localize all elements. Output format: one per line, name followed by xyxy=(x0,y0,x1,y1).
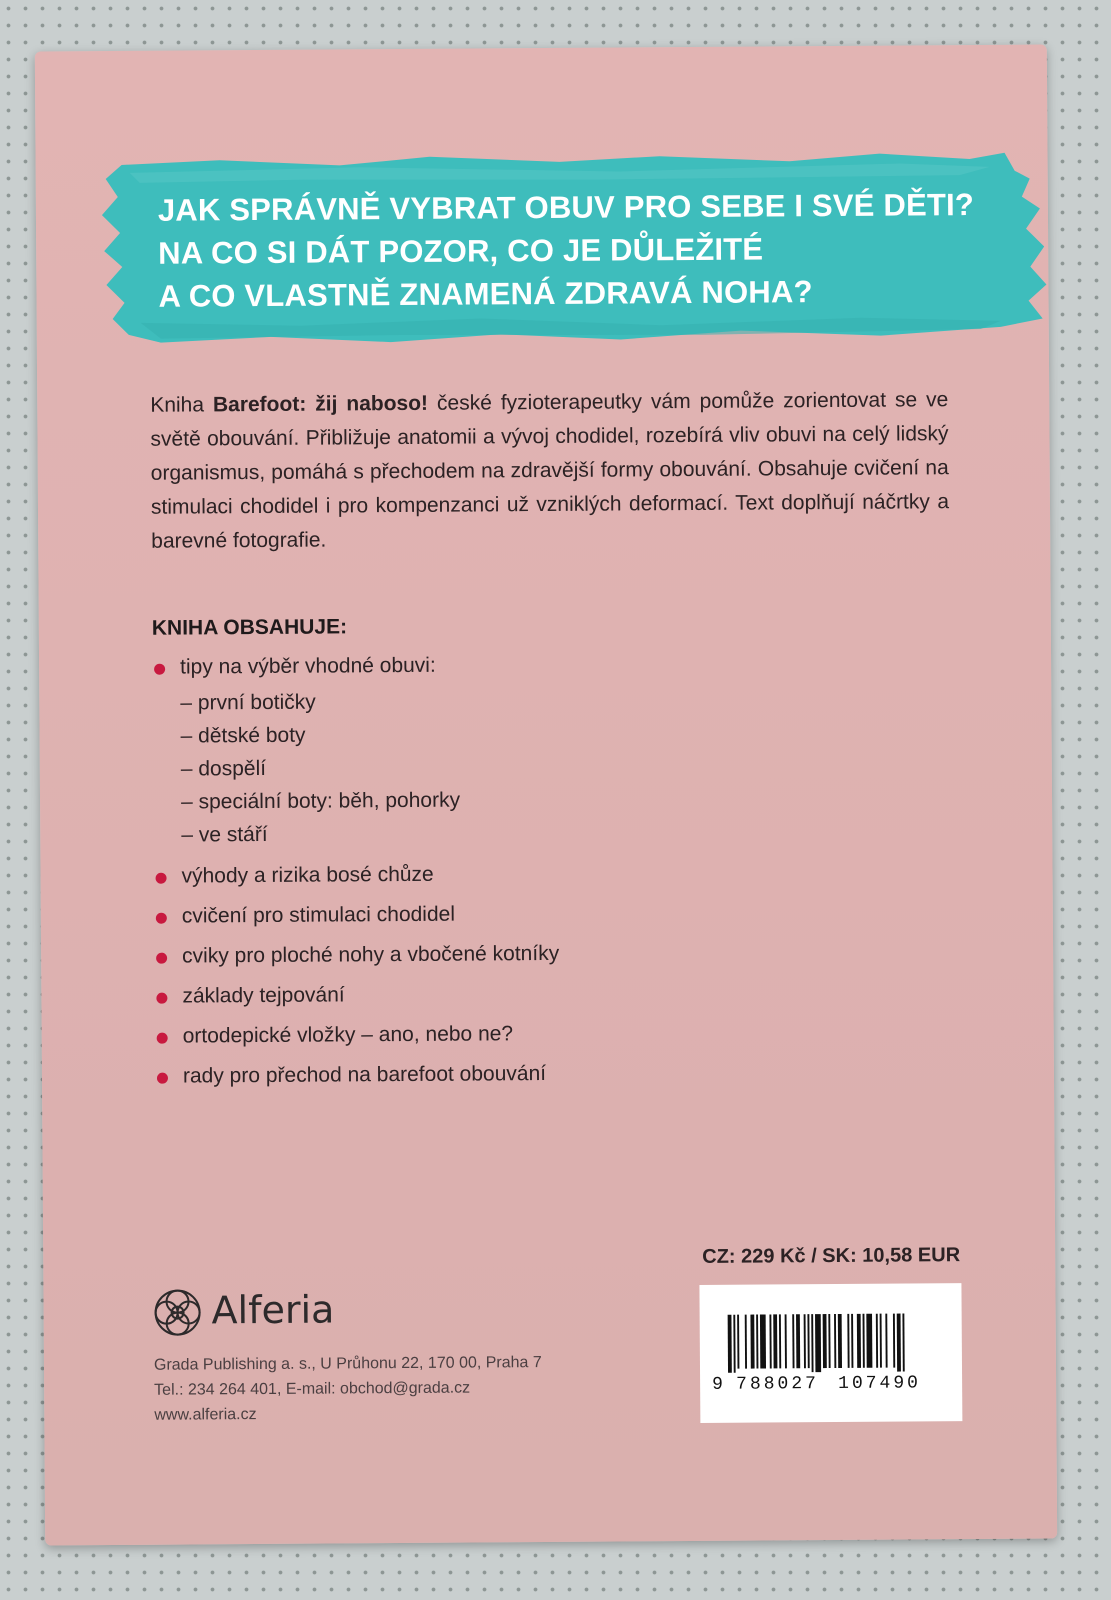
barcode-bar xyxy=(851,1314,853,1368)
banner-line-3: A CO VLASTNĚ ZNAMENÁ ZDRAVÁ NOHA? xyxy=(158,274,813,314)
barcode-bar xyxy=(785,1314,787,1368)
barcode-bar xyxy=(885,1314,887,1368)
intro-text: české fyzioterapeutky vám pomůže zorientovat se ve světě obouvání. Přibližuje anatomii a vývoj chodidel, rozebírá vliv obuvi na celý lidský organismus, pomáhá s přechodem na zdravější formy obouvání. Obsahuje cvičení na stimulaci chodidel i pro kompenzanci už vzniklých deformací. Text doplňují náčrtky a barevné fotografie. xyxy=(150,388,950,553)
list-item-label: cvičení pro stimulaci chodidel xyxy=(181,902,456,928)
barcode-bar xyxy=(807,1314,809,1368)
sub-list-item: – dospělí xyxy=(180,756,267,781)
barcode-bar xyxy=(750,1315,754,1369)
list-item xyxy=(155,1057,855,1092)
list-item xyxy=(153,857,853,892)
barcode-bar xyxy=(893,1314,895,1368)
barcode-bar xyxy=(745,1315,747,1369)
banner-line-1: JAK SPRÁVNĚ VYBRAT OBUV PRO SEBE I SVÉ DĚTI? xyxy=(157,186,975,228)
sub-list-item: – ve stáří xyxy=(181,822,268,847)
barcode-bar xyxy=(863,1314,865,1368)
intro-prefix: Kniha xyxy=(150,393,214,417)
barcode-bar xyxy=(823,1314,827,1368)
publisher-website: www.alferia.cz xyxy=(154,1406,257,1424)
list-item-label: základy tejpování xyxy=(182,983,345,1008)
teal-banner xyxy=(100,148,1061,349)
bullet-icon xyxy=(156,993,167,1004)
list-item xyxy=(154,977,854,1012)
list-item-label: rady pro přechod na barefoot obouvání xyxy=(182,1062,547,1088)
barcode-bar xyxy=(773,1314,777,1368)
sub-list-item: – speciální boty: běh, pohorky xyxy=(180,788,461,814)
list-item-label: tipy na výběr vhodné obuvi: xyxy=(180,653,436,679)
contents-heading: KNIHA OBSAHUJE: xyxy=(151,615,348,640)
bullet-icon xyxy=(157,1033,168,1044)
barcode-bar xyxy=(728,1315,732,1373)
barcode-bar xyxy=(811,1314,813,1372)
barcode-bar xyxy=(796,1314,800,1368)
barcode-bar xyxy=(769,1314,771,1368)
barcode-bar xyxy=(838,1314,842,1368)
barcode-bar xyxy=(815,1314,821,1372)
publisher-contact: Tel.: 234 264 401, E-mail: obchod@grada.cz xyxy=(154,1379,471,1399)
barcode-bar xyxy=(792,1314,794,1368)
sub-list-item: – dětské boty xyxy=(180,723,306,748)
rosette-logo-icon xyxy=(151,1286,203,1338)
price-label: CZ: 229 Kč / SK: 10,58 EUR xyxy=(702,1244,961,1268)
list-item xyxy=(154,937,854,972)
isbn-barcode xyxy=(699,1283,962,1423)
intro-paragraph xyxy=(150,383,949,559)
list-item-label: ortodepické vložky – ano, nebo ne? xyxy=(182,1022,514,1048)
bullet-icon xyxy=(156,913,167,924)
barcode-bar xyxy=(847,1314,849,1368)
sub-list xyxy=(180,682,853,852)
list-item-label: cviky pro ploché nohy a vbočené kotníky xyxy=(182,941,560,968)
list-item xyxy=(155,1017,855,1052)
barcode-bar xyxy=(779,1314,781,1368)
logo-wordmark: Alferia xyxy=(211,1287,335,1333)
bullet-icon xyxy=(154,664,165,675)
barcode-digits-group-1: 788027 xyxy=(736,1374,820,1395)
barcode-bar xyxy=(880,1314,882,1368)
barcode-bar xyxy=(857,1314,861,1368)
barcode-icon xyxy=(699,1283,962,1423)
publisher-address: Grada Publishing a. s., U Průhonu 22, 170 00, Praha 7 xyxy=(153,1354,542,1374)
barcode-bar xyxy=(834,1314,836,1368)
banner-headline xyxy=(158,183,1039,318)
bullet-icon xyxy=(157,1073,168,1084)
barcode-bar xyxy=(876,1314,878,1368)
barcode-bar xyxy=(760,1314,766,1368)
barcode-bar xyxy=(804,1314,806,1368)
barcode-digits-group-2: 107490 xyxy=(838,1373,921,1394)
barcode-bar xyxy=(828,1314,830,1368)
barcode-bar xyxy=(897,1314,901,1372)
barcode-digit-first: 9 xyxy=(712,1374,724,1395)
list-item-label: výhody a rizika bosé chůze xyxy=(181,862,434,888)
banner-line-2: NA CO SI DÁT POZOR, CO JE DŮLEŽITÉ xyxy=(158,231,764,271)
list-item xyxy=(154,897,854,932)
barcode-bar xyxy=(902,1314,904,1372)
barcode-bar xyxy=(737,1315,739,1369)
barcode-bar xyxy=(756,1315,758,1369)
contents-list xyxy=(152,648,855,1102)
sub-list-item: – první botičky xyxy=(180,690,316,715)
publisher-info xyxy=(154,1350,542,1428)
list-item xyxy=(152,648,853,852)
book-back-cover xyxy=(35,44,1057,1545)
barcode-bar xyxy=(733,1315,735,1373)
book-title: Barefoot: žij naboso! xyxy=(212,391,429,417)
barcode-bar xyxy=(866,1314,872,1368)
bullet-icon xyxy=(156,953,167,964)
bullet-icon xyxy=(156,873,167,884)
